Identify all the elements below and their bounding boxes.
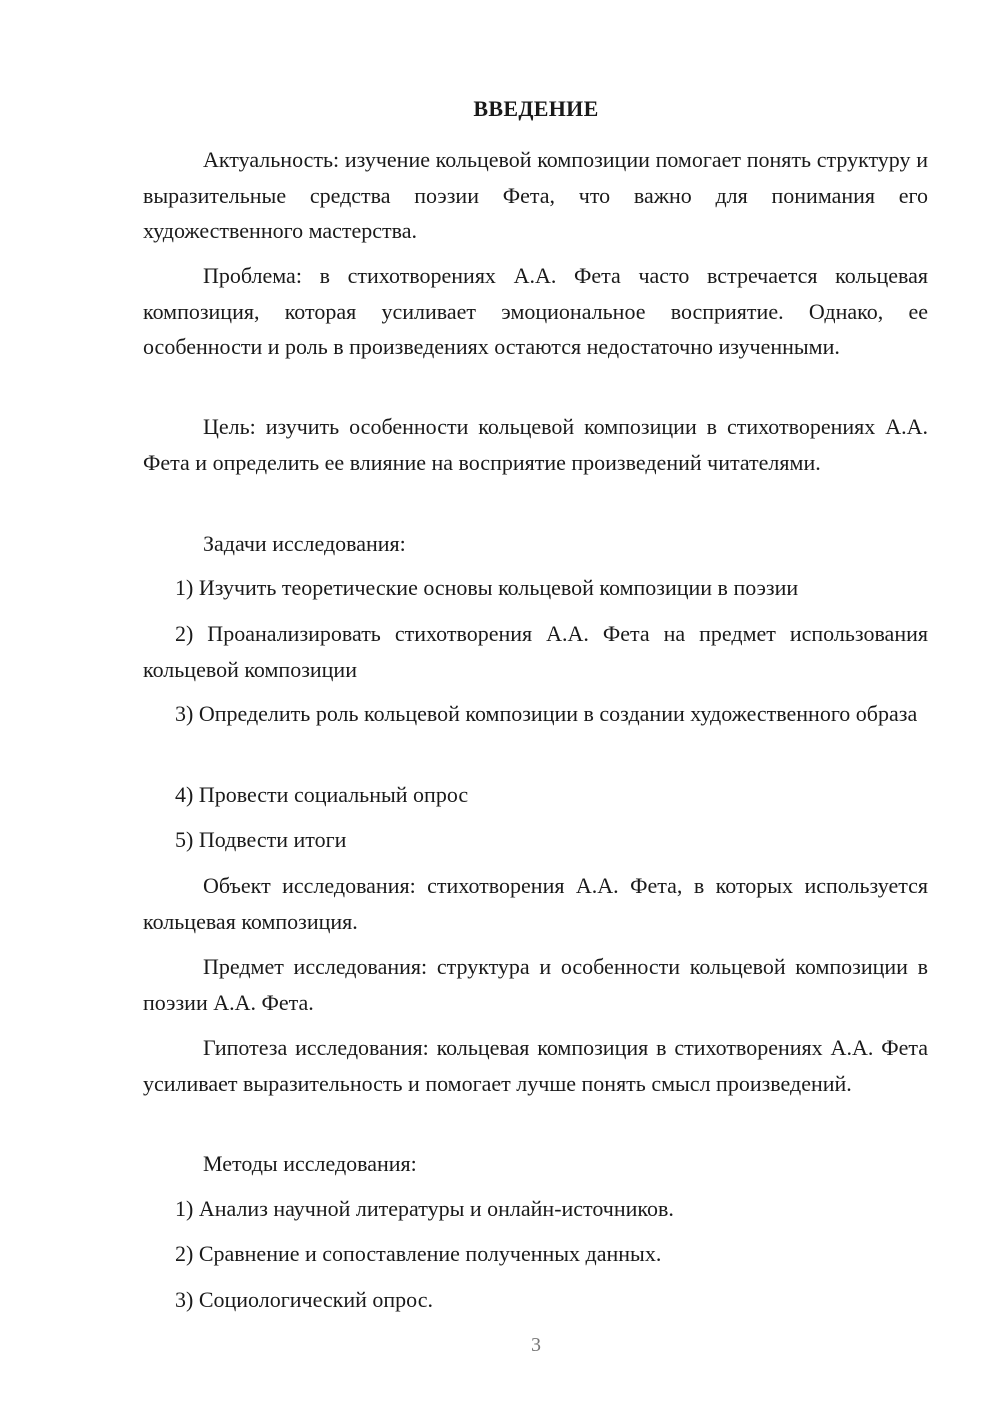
subject-paragraph: Предмет исследования: структура и особенности кольцевой композиции в поэзии А.А. Фета. (143, 954, 928, 1015)
goal-paragraph: Цель: изучить особенности кольцевой композиции в стихотворениях А.А. Фета и определить ее влияние на восприятие произведений читателями. (143, 414, 928, 475)
task-item-3: 3) Определить роль кольцевой композиции в создании художественного образа (175, 701, 918, 726)
problem-paragraph: Проблема: в стихотворениях А.А. Фета часто встречается кольцевая композиция, которая усиливает эмоциональное восприятие. Однако, ее особенности и роль в произведениях остаются недостаточно изученными. (143, 263, 928, 359)
method-item-3: 3) Социологический опрос. (175, 1287, 433, 1312)
page-title: ВВЕДЕНИЕ (473, 96, 599, 121)
task-item-4: 4) Провести социальный опрос (175, 782, 469, 807)
relevance-paragraph: Актуальность: изучение кольцевой композиции помогает понять структуру и выразительные средства поэзии Фета, что важно для понимания его художественного мастерства. (143, 147, 928, 243)
page-number: 3 (531, 1334, 541, 1356)
hypothesis-paragraph: Гипотеза исследования: кольцевая композиция в стихотворениях А.А. Фета усиливает выразительность и помогает лучше понять смысл произведений. (143, 1035, 928, 1096)
task-item-5: 5) Подвести итоги (175, 827, 347, 852)
method-item-1: 1) Анализ научной литературы и онлайн-источников. (175, 1196, 674, 1221)
tasks-heading: Задачи исследования: (203, 531, 406, 556)
method-item-2: 2) Сравнение и сопоставление полученных данных. (175, 1241, 662, 1266)
task-item-2: 2) Проанализировать стихотворения А.А. Фета на предмет использования кольцевой композиции (143, 621, 928, 682)
task-item-1: 1) Изучить теоретические основы кольцевой композиции в поэзии (175, 575, 799, 600)
methods-heading: Методы исследования: (203, 1151, 417, 1176)
object-paragraph: Объект исследования: стихотворения А.А. Фета, в которых используется кольцевая композиция. (143, 873, 928, 934)
